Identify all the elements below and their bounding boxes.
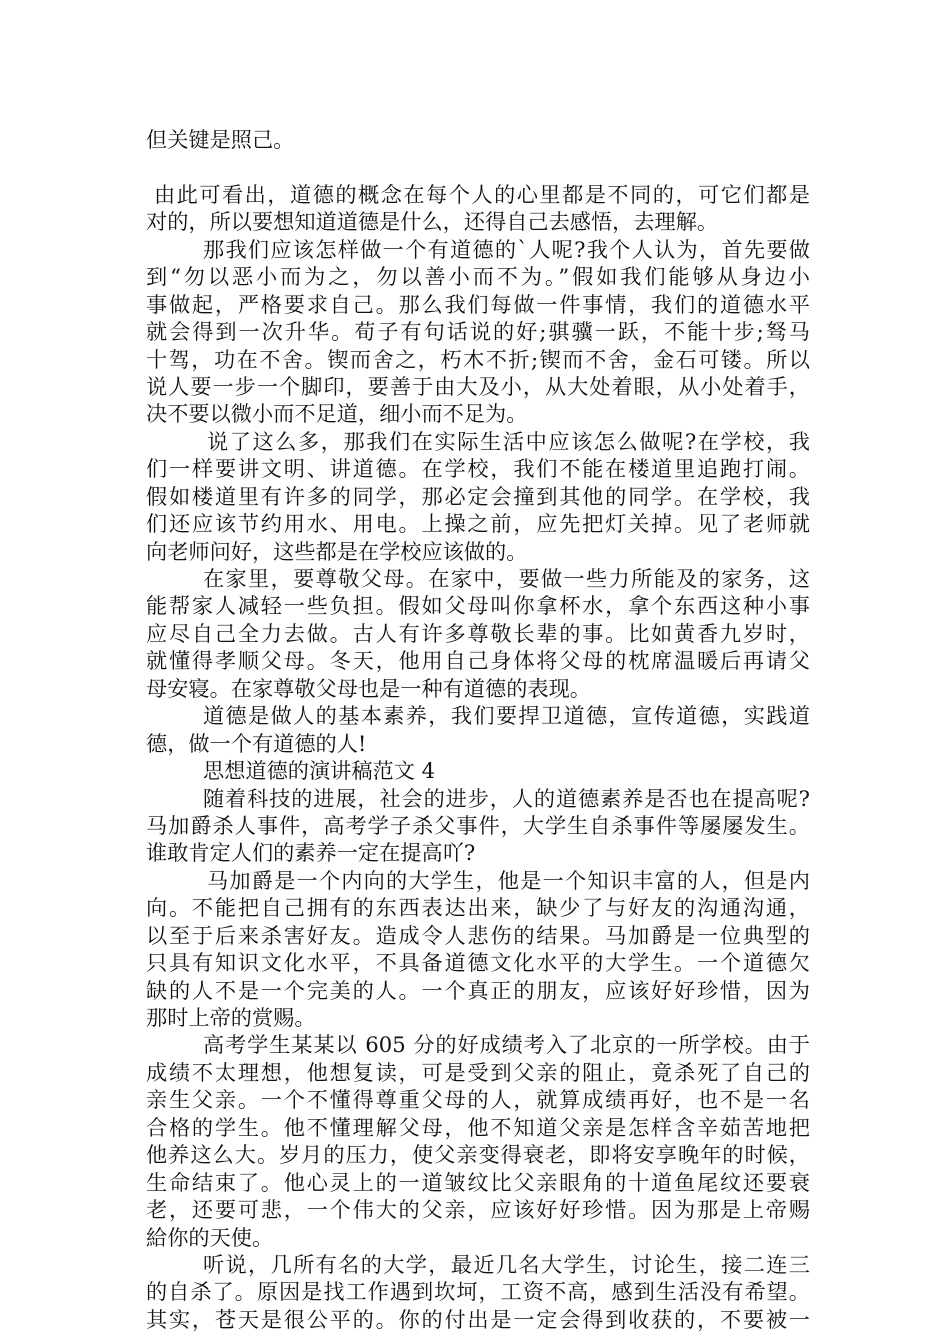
text-line: 对的，所以要想知道道德是什么，还得自己去感悟，去理解。	[146, 209, 719, 235]
text-line: 在家里，要尊敬父母。在家中，要做一些力所能及的家务，这	[203, 566, 810, 591]
text-line: 那我们应该怎样做一个有道德的`人呢?我个人认为，首先要做	[203, 236, 810, 262]
blank-line	[146, 153, 810, 180]
text-line: 缺的人不是一个完美的人。一个真正的朋友，应该好好珍惜，因为	[146, 977, 810, 1003]
text-line: 其实，苍天是很公平的。你的付出是一定会得到收获的，不要被一	[146, 1306, 810, 1332]
text-line: 思想道德的演讲稿范文 4	[203, 758, 436, 784]
text-line: 以至于后来杀害好友。造成令人悲伤的结果。马加爵是一位典型的	[146, 922, 810, 948]
text-line: 向老师问好，这些都是在学校应该做的。	[146, 538, 528, 564]
text-line: 听说，几所有名的大学，最近几名大学生，讨论生，接二连三	[203, 1251, 810, 1277]
text-line: 合格的学生。他不懂理解父母，他不知道父亲是怎样含辛茹苦地把	[146, 1114, 810, 1140]
text-line: 由此可看出，道德的概念在每个人的心里都是不同的，可它们都是	[154, 181, 810, 207]
text-line: 们一样要讲文明、讲道德。在学校，我们不能在楼道里追跑打闹。	[146, 456, 810, 482]
text-line: 谁敢肯定人们的素养一定在提高吖?	[146, 840, 476, 866]
text-line: 成绩不太理想，他想复读，可是受到父亲的阻止，竟杀死了自己的	[146, 1059, 810, 1085]
text-line: 生命结束了。他心灵上的一道皱纹比父亲眼角的十道鱼尾纹还要衰	[146, 1169, 810, 1195]
text-line: 母安寝。在家尊敬父母也是一种有道德的表现。	[146, 675, 591, 701]
text-line: 他养这么大。岁月的压力，使父亲变得衰老，即将安享晚年的时候，	[146, 1142, 810, 1168]
text-line: 高考学生某某以 605 分的好成绩考入了北京的一所学校。由于	[203, 1032, 810, 1058]
text-line: 向。不能把自己拥有的东西表达出来，缺少了与好友的沟通沟通，	[146, 895, 810, 921]
text-line: 老，还要可悲，一个伟大的父亲，应该好好珍惜。因为那是上帝赐	[146, 1197, 810, 1223]
text-line: 的自杀了。原因是找工作遇到坎坷，工资不高，感到生活没有希望。	[146, 1279, 810, 1305]
document-body	[146, 126, 810, 1333]
text-line: 道德是做人的基本素养，我们要捍卫道德，宣传道德，实践道	[203, 703, 810, 729]
text-line: 就会得到一次升华。荀子有句话说的好;骐骥一跃，不能十步;驽马	[146, 319, 810, 345]
text-line: 能帮家人减轻一些负担。假如父母叫你拿杯水，拿个东西这种小事	[146, 593, 810, 619]
text-line: 但关键是照己。	[146, 127, 295, 152]
text-line: 马加爵是一个内向的大学生，他是一个知识丰富的人，但是内	[207, 867, 810, 893]
text-line: 说人要一步一个脚印，要善于由大及小，从大处着眼，从小处着手，	[146, 373, 810, 399]
text-line: 十驾，功在不舍。锲而舍之，朽木不折;锲而不舍，金石可镂。所以	[146, 346, 810, 372]
text-line: 决不要以微小而不足道，细小而不足为。	[146, 401, 528, 427]
text-line: 只具有知识文化水平，不具备道德文化水平的大学生。一个道德欠	[146, 950, 810, 976]
text-line: 随着科技的进展，社会的进步，人的道德素养是否也在提高呢?	[203, 785, 810, 811]
text-line: 到“勿以恶小而为之，勿以善小而不为。”假如我们能够从身边小	[146, 264, 810, 290]
text-line: 事做起，严格要求自己。那么我们每做一件事情，我们的道德水平	[146, 291, 810, 317]
text-line: 那时上帝的赏赐。	[146, 1005, 316, 1030]
text-line: 马加爵杀人事件，高考学子杀父事件，大学生自杀事件等屡屡发生。	[146, 812, 810, 838]
text-line: 給你的天使。	[146, 1224, 274, 1250]
text-line: 德，做一个有道德的人!	[146, 730, 367, 756]
text-line: 们还应该节约用水、用电。上操之前，应先把灯关掉。见了老师就	[146, 511, 810, 537]
text-line: 假如楼道里有许多的同学，那必定会撞到其他的同学。在学校，我	[146, 483, 810, 509]
text-line: 应尽自己全力去做。古人有许多尊敬长辈的事。比如黄香九岁时，	[146, 620, 810, 646]
text-line: 亲生父亲。一个不懂得尊重父母的人，就算成绩再好，也不是一名	[146, 1087, 810, 1113]
text-line: 就懂得孝顺父母。冬天，他用自己身体将父母的枕席温暖后再请父	[146, 648, 810, 674]
text-line: 说了这么多，那我们在实际生活中应该怎么做呢?在学校，我	[207, 428, 810, 454]
